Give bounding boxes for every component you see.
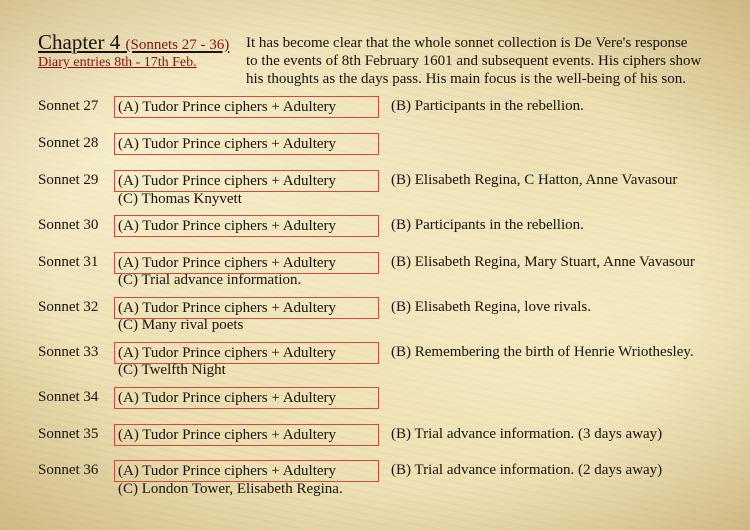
cipher-box: (A) Tudor Prince ciphers + Adultery <box>114 170 379 192</box>
sonnet-note-c: (C) Many rival poets <box>118 317 244 333</box>
intro-line: to the events of 8th February 1601 and subsequent events. His ciphers show <box>246 53 702 69</box>
sonnet-note-b: (B) Remembering the birth of Henrie Wriothesley. <box>391 344 694 360</box>
cipher-box: (A) Tudor Prince ciphers + Adultery <box>114 133 379 155</box>
sonnet-label: Sonnet 27 <box>38 98 99 114</box>
chapter-title <box>38 30 229 55</box>
chapter-heading: Chapter 4 <box>38 30 121 54</box>
cipher-box: (A) Tudor Prince ciphers + Adultery <box>114 342 379 364</box>
sonnet-label: Sonnet 35 <box>38 426 99 442</box>
sonnet-note-c: (C) London Tower, Elisabeth Regina. <box>118 481 343 497</box>
cipher-box: (A) Tudor Prince ciphers + Adultery <box>114 387 379 409</box>
intro-line: his thoughts as the days pass. His main focus is the well-being of his son. <box>246 71 686 87</box>
sonnet-label: Sonnet 33 <box>38 344 99 360</box>
sonnet-note-c: (C) Trial advance information. <box>118 272 302 288</box>
sonnet-note-b: (B) Participants in the rebellion. <box>391 98 584 114</box>
sonnet-label: Sonnet 29 <box>38 172 99 188</box>
sonnet-label: Sonnet 30 <box>38 217 99 233</box>
cipher-box: (A) Tudor Prince ciphers + Adultery <box>114 96 379 118</box>
sonnet-note-b: (B) Elisabeth Regina, love rivals. <box>391 299 591 315</box>
sonnet-label: Sonnet 36 <box>38 462 99 478</box>
sonnets-range: (Sonnets 27 - 36) <box>125 37 230 53</box>
cipher-box: (A) Tudor Prince ciphers + Adultery <box>114 252 379 274</box>
cipher-box: (A) Tudor Prince ciphers + Adultery <box>114 215 379 237</box>
sonnet-note-b: (B) Elisabeth Regina, C Hatton, Anne Vavasour <box>391 172 678 188</box>
cipher-box: (A) Tudor Prince ciphers + Adultery <box>114 297 379 319</box>
sonnet-note-c: (C) Twelfth Night <box>118 362 226 378</box>
sonnet-label: Sonnet 31 <box>38 254 99 270</box>
sonnet-note-b: (B) Trial advance information. (3 days away) <box>391 426 663 442</box>
cipher-box: (A) Tudor Prince ciphers + Adultery <box>114 424 379 446</box>
sonnet-note-b: (B) Elisabeth Regina, Mary Stuart, Anne Vavasour <box>391 254 695 270</box>
sonnet-label: Sonnet 34 <box>38 389 99 405</box>
intro-paragraph <box>246 34 701 88</box>
sonnet-label: Sonnet 28 <box>38 135 99 151</box>
diary-entries: Diary entries 8th - 17th Feb. <box>38 55 197 70</box>
intro-line: It has become clear that the whole sonnet collection is De Vere's response <box>246 35 688 51</box>
sonnet-label: Sonnet 32 <box>38 299 99 315</box>
cipher-box: (A) Tudor Prince ciphers + Adultery <box>114 460 379 482</box>
sonnet-note-b: (B) Participants in the rebellion. <box>391 217 584 233</box>
sonnet-note-b: (B) Trial advance information. (2 days away) <box>391 462 663 478</box>
sonnet-note-c: (C) Thomas Knyvett <box>118 191 242 207</box>
